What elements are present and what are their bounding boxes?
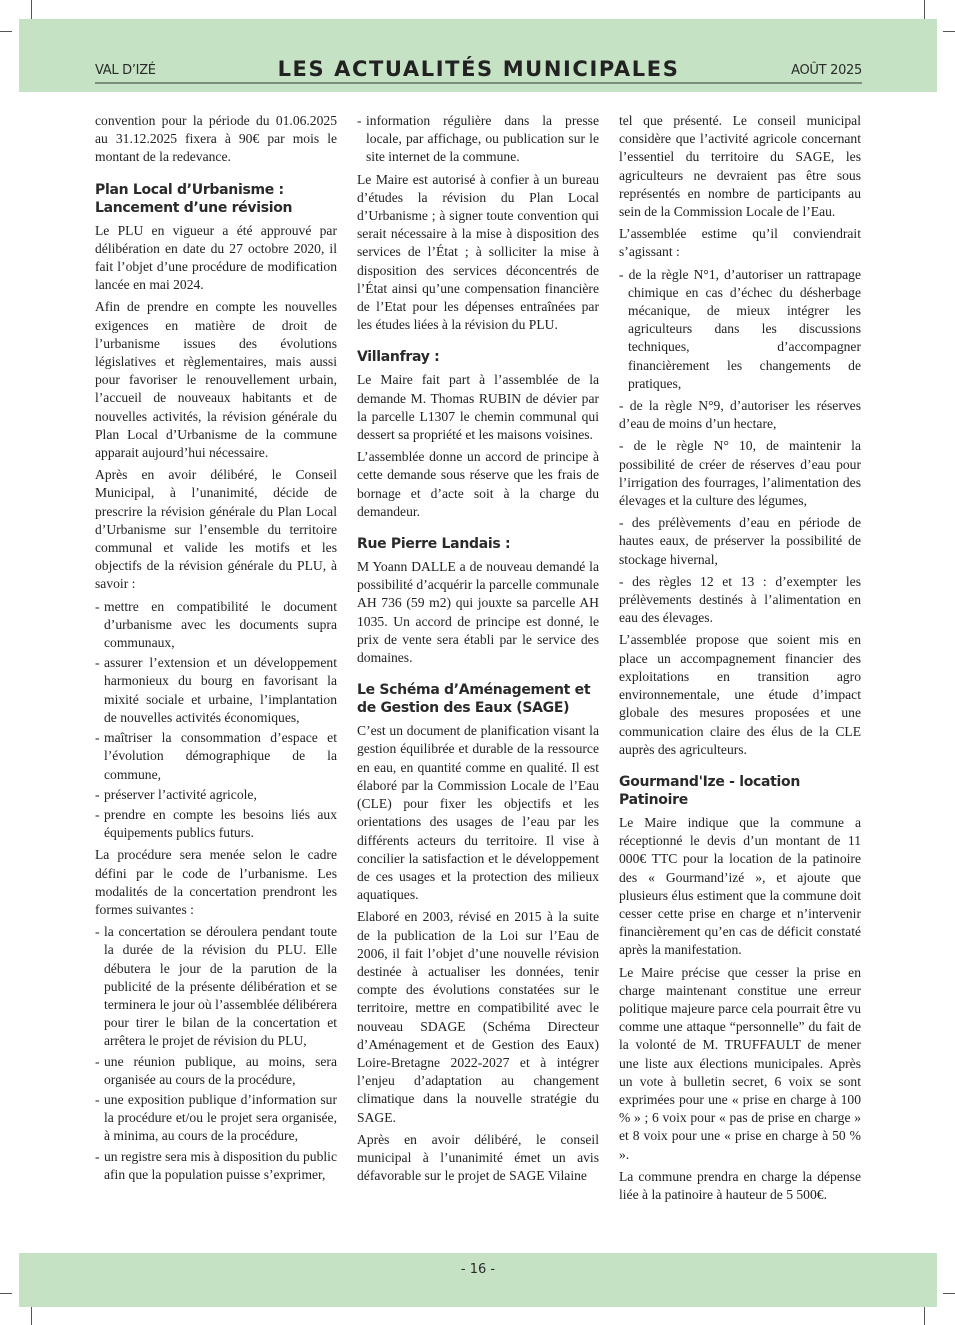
modalities-list <box>95 923 337 1184</box>
list-item: - la concertation se déroulera pendant toute la durée de la révision du PLU. Elle débutera le jour de la parution de la publicité de la présente délibération et se terminera le jour où l’assemblée délibérera pour tirer le bilan de la concertation et arrêtera le projet de révision du PLU, <box>95 923 337 1050</box>
paragraph: L’assemblée donne un accord de principe à cette demande sous réserve que les frais de bornage et d’acte soit à la charge du demandeur. <box>357 449 599 519</box>
paragraph: Le PLU en vigueur a été approuvé par délibération en date du 27 octobre 2020, il fait l’objet d’une procédure de modification lancée en mai 2024. <box>95 222 337 293</box>
list-item: - maîtriser la consommation d’espace et l’évolution démographique de la commune, <box>95 729 337 784</box>
list-item: - des règles 12 et 13 : d’exempter les prélèvements destinés à l’alimentation en eau des élevages. <box>619 573 861 626</box>
paragraph: Afin de prendre en compte les nouvelles exigences en matière de droit de l’urbanisme issues des évolutions législatives et règlementaires, mais aussi pour favoriser le renouvellement urbain, l’accueil de nouveaux habitants et de nouvelles activités, la révision générale du Plan Local d’Urbanisme de la commune apparait aujourd’hui nécessaire. <box>95 299 337 461</box>
crop-mark <box>943 31 955 32</box>
crop-mark <box>924 0 925 20</box>
list-item: - préserver l’activité agricole, <box>95 786 337 804</box>
paragraph: Le Maire est autorisé à confier à un bureau d’études la révision du Plan Local d’Urbanisme ; à signer toute convention qui serait nécessaire à la mise à disposition des services de l’État ; à solliciter la mise à disposition des services déconcentrés de l’État ainsi qu’une compensation financière de l’Etat pour les dépenses entraînées par les études liées à la révision du PLU. <box>357 171 599 333</box>
paragraph: L’assemblée estime qu’il conviendrait s’agissant : <box>619 226 861 260</box>
paragraph: C’est un document de planification visant la gestion équilibrée et durable de la ressource en eau, en quantité comme en qualité. Il est élaboré par la Commission Locale de l’Eau (CLE) pour fixer les objectifs et les orientations des usages de l’eau par les différents acteurs du territoire. Il vise à concilier la satisfaction et le développement de ces usages et la protection des milieux aquatiques. <box>357 723 599 903</box>
paragraph: L’assemblée propose que soient mis en place un accompagnement financier des exploitations en transition agro environnementale, une étude d’impact globale des mesures proposées et une communication claire des élus de la CLE auprès des agriculteurs. <box>619 632 861 757</box>
crop-mark <box>943 1293 955 1294</box>
list-item: - de la règle N°1, d’autoriser un rattrapage chimique en cas d’échec du désherbage mécanique, de mieux intégrer les agriculteurs dans les discussions techniques, d’accompagner financièrement les changements de pratiques, <box>619 266 861 391</box>
modalities-list-cont <box>357 112 599 167</box>
paragraph: Après en avoir délibéré, le conseil municipal à l’unanimité émet un avis défavorable sur le projet de SAGE Vilaine <box>357 1131 599 1184</box>
section-heading-plu: Plan Local d’Urbanisme : Lancement d’une révision <box>95 181 293 216</box>
paragraph: convention pour la période du 01.06.2025 au 31.12.2025 fixera à 90€ par mois le montant de la redevance. <box>95 113 337 165</box>
list-item: - prendre en compte les besoins liés aux équipements publics futurs. <box>95 806 337 842</box>
list-item: - des prélèvements d’eau en période de hautes eaux, de préserver la possibilité de stockage hivernal, <box>619 515 861 567</box>
column-3 <box>619 112 861 1208</box>
list-item: - mettre en compatibilité le document d’urbanisme avec les documents supra communaux, <box>95 598 337 653</box>
section-heading-gourmandize: Gourmand'Ize - location Patinoire <box>619 773 801 808</box>
objectives-list <box>95 598 337 843</box>
list-item: - une exposition publique d’information sur la procédure et/ou le projet sera organisée, à minima, au cours de la procédure, <box>95 1091 337 1146</box>
crop-mark <box>31 1306 32 1325</box>
list-item: - assurer l’extension et un développement harmonieux du bourg en favorisant la mixité sociale et urbaine, l’implantation de nouvelles activités économiques, <box>95 654 337 727</box>
paragraph: Le Maire indique que la commune a réceptionné le devis d’un montant de 11 000€ TTC pour la location de la patinoire des « Gourmand’izé », et ajoute que plusieurs élus estiment que la commune doit cesser cette prise en charge et n’intervenir financièrement qu’en cas de déficit constaté après la manifestation. <box>619 814 861 958</box>
paragraph: Après en avoir délibéré, le Conseil Municipal, à l’unanimité, décide de prescrire la révision générale du Plan Local d’Urbanisme sur l’ensemble du territoire communal et valide les motifs et les objectifs de la révision générale du PLU, à savoir : <box>95 467 337 592</box>
paragraph: Le Maire précise que cesser la prise en charge maintenant constitue une erreur politique majeure parce cela pourrait être vu comme une attaque “personnelle” du fait de la volonté de M. TRUFFAULT de mener une liste aux élections municipales. Après un vote à bulletin secret, 6 voix se sont exprimées pour une « prise en charge à 100 % » ; 6 voix pour « pas de prise en charge » et 8 voix pour une « prise en charge à 50 % ». <box>619 964 861 1162</box>
crop-mark <box>0 1293 12 1294</box>
column-1 <box>95 112 337 1188</box>
paragraph: tel que présenté. Le conseil municipal considère que l’activité agricole concernant l’essentiel du territoire du SAGE, les agriculteurs ne devraient pas être sous représentés en nombre de participants au sein de la Commission Locale de l’Eau. <box>619 113 861 220</box>
commune-name: VAL D’IZÉ <box>95 63 156 78</box>
crop-mark <box>0 31 12 32</box>
page-footer <box>19 1253 937 1307</box>
section-heading-landais: Rue Pierre Landais : <box>357 536 511 553</box>
list-item: - de le règle N° 10, de maintenir la possibilité de créer de réserves d’eau pour l’irrigation des fourrages, l’alimentation des élevages et la culture des légumes, <box>619 438 861 509</box>
list-item: - information régulière dans la presse locale, par affichage, ou publication sur le site internet de la commune. <box>357 112 599 167</box>
list-item: - de la règle N°9, d’autoriser les réserves d’eau de moins d’un hectare, <box>619 398 861 432</box>
rules-list <box>619 266 861 628</box>
section-heading-villanfray: Villanfray : <box>357 349 440 366</box>
paragraph: La commune prendra en charge la dépense liée à la patinoire à hauteur de 5 500€. <box>619 1168 861 1202</box>
issue-date: AOÛT 2025 <box>791 63 862 78</box>
paragraph: M Yoann DALLE a de nouveau demandé la possibilité d’acquérir la parcelle communale AH 736 (59 m2) qui jouxte sa parcelle AH 1035. Un accord de principe est donné, le prix de vente sera établi par le service des domaines. <box>357 559 599 666</box>
list-item: - une réunion publique, au moins, sera organisée au cours de la procédure, <box>95 1053 337 1089</box>
paragraph: Elaboré en 2003, révisé en 2015 à la suite de la publication de la Loi sur l’Eau de 2006, il fait l’objet d’une nouvelle révision destinée à actualiser les données, tenir compte des évolutions constatées sur le territoire, mettre en compatibilité avec le nouveau SDAGE (Schéma Directeur d’Aménagement et de Gestion des Eaux) Loire-Bretagne 2022-2027 et à intégrer l’enjeu d’adaptation au changement climatique dans la nouvelle stratégie du SAGE. <box>357 909 599 1125</box>
list-item: - un registre sera mis à disposition du public afin que la population puisse s’exprimer, <box>95 1148 337 1184</box>
column-2 <box>357 112 599 1189</box>
header-rule <box>95 56 862 84</box>
page-number: - 16 - <box>460 1262 496 1277</box>
section-heading-sage: Le Schéma d’Aménagement et de Gestion des Eaux (SAGE) <box>357 682 591 717</box>
paragraph: La procédure sera menée selon le cadre défini par le code de l’urbanisme. Les modalités de la concertation prendront les formes suivantes : <box>95 847 337 917</box>
crop-mark <box>31 0 32 20</box>
crop-mark <box>924 1306 925 1325</box>
publication-title: LES ACTUALITÉS MUNICIPALES <box>277 57 680 81</box>
paragraph: Le Maire fait part à l’assemblée de la demande M. Thomas RUBIN de dévier par la parcelle L1307 le chemin communal qui dessert sa propriété et les maisons voisines. <box>357 372 599 443</box>
